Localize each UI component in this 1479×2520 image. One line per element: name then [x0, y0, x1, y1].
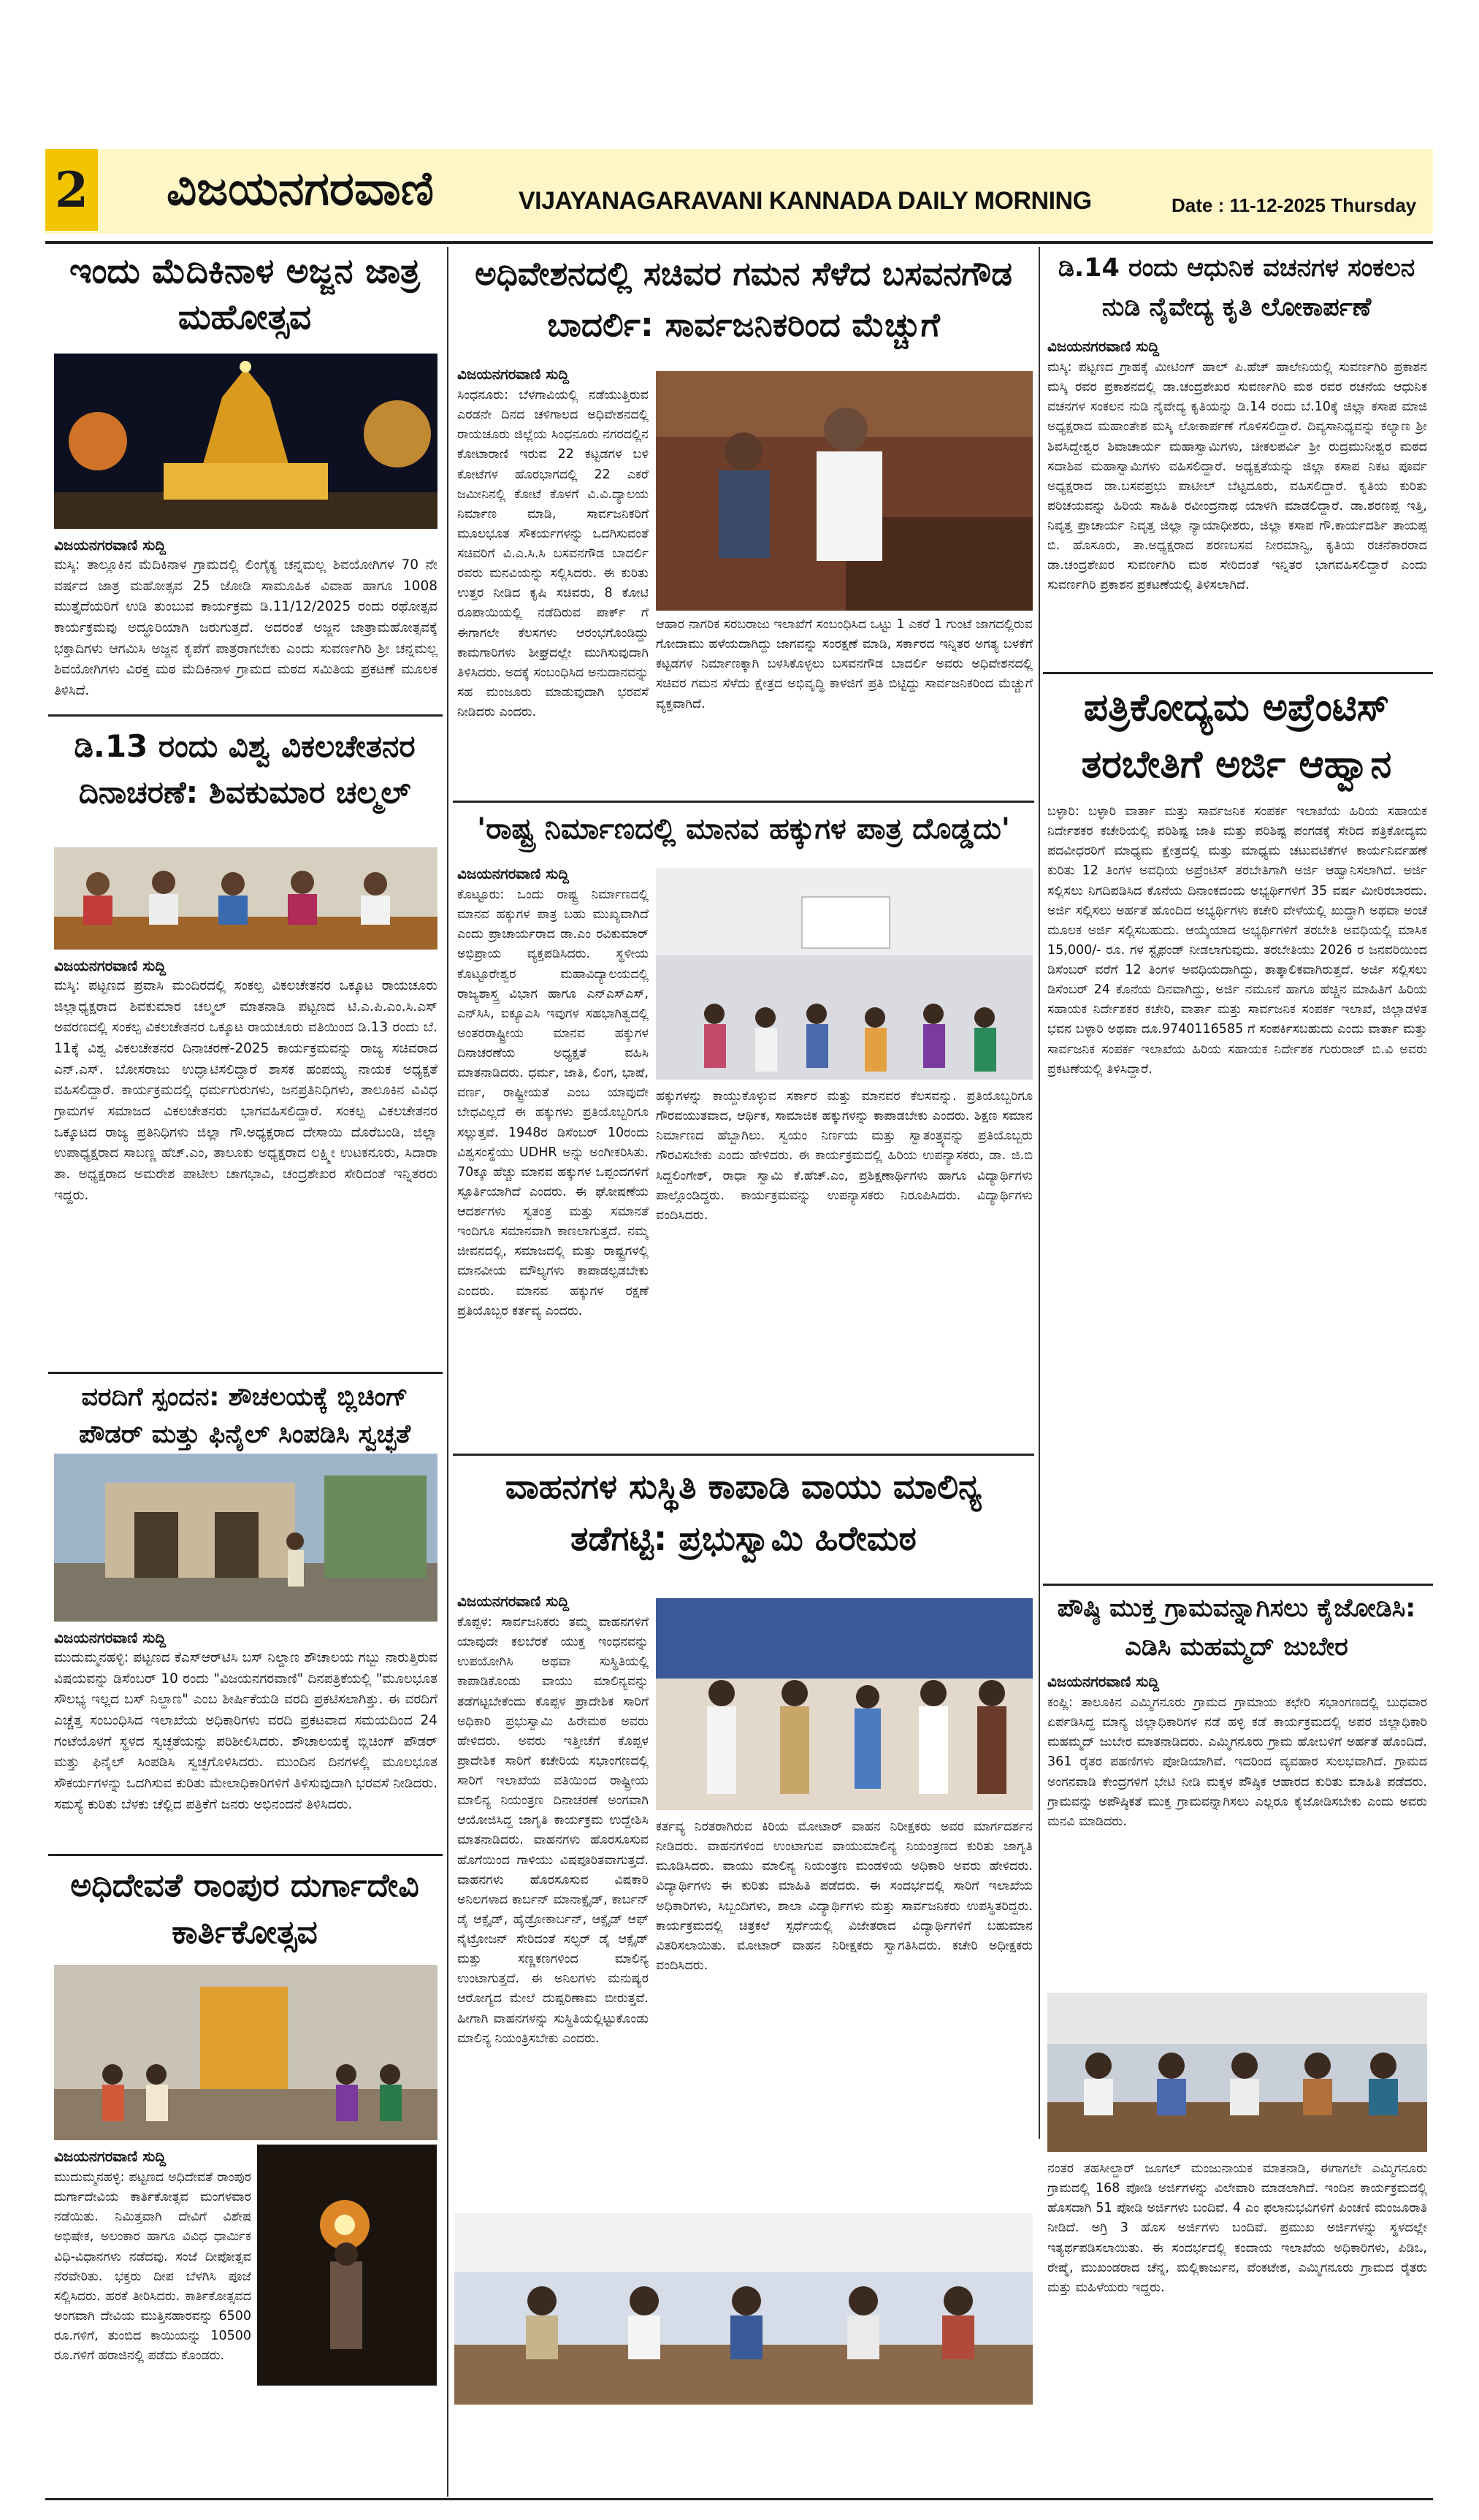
article-body-vachana: ಮಸ್ಕಿ: ಪಟ್ಟಣದ ಗ್ರಾಹಕ್ಕೆ ಮೀಟಿಂಗ್ ಹಾಲ್ ಪಿ.ಹೆಚ್ ಹಾಲೇನಿಯಲ್ಲಿ ಸುವರ್ಣಗಿರಿ ಪ್ರಕಾಶನ ಮಸ್ಕಿ ರವರ ಪ್ರಕಾಶನದಲ್ಲಿ ಡಾ.ಚಂದ್ರಶೇಖರ ಸುವರ್ಣಗಿರಿ ಮಠ ರವರ ರಚನೆಯ ಆಧುನಿಕ ವಚನಗಳ ಸಂಕಲನ ನುಡಿ ನೈವೇದ್ಯ ಕೃತಿಯನ್ನು ಡಿ.14 ರಂದು ಬೆ.10ಕ್ಕೆ ಜಿಲ್ಲಾ ಕಸಾಪ ಮಾಜಿ ಅಧ್ಯಕ್ಷರಾದ ಮಹಾಂತೇಶ ಮಸ್ಕಿ ಲೋಕಾರ್ಪಣೆ ಗೊಳಿಸಲಿದ್ದಾರೆ. ದಿವ್ಯಸಾನಿಧ್ಯವನ್ನು ಕಲ್ಯಾಣ ಶ್ರೀ ಶಿವಸಿದ್ದೇಶ್ವರ ಶಿವಾಚಾರ್ಯ ಮಹಾಸ್ವಾಮಿಗಳು, ಚೀಕಲಪರ್ವಿ ಶ್ರೀ ರುದ್ರಮುನೀಶ್ವರ ಮಠದ ಸದಾಶಿವ ಮಹಾಸ್ವಾಮಿಗಳು ವಹಿಸಲಿದ್ದಾರೆ. ಅಧ್ಯಕ್ಷತೆಯನ್ನು ಜಿಲ್ಲಾ ಕಸಾಪ ನಿಕಟ ಪೂರ್ವ ಅಧ್ಯಕ್ಷರಾದ ಡಾ.ಬಸವಪ್ರಭು ಪಾಟೀಲ್ ಬೆಟ್ಟದೂರು, ವಹಿಸಲಿದ್ದಾರೆ. ಕೃತಿಯ ಕುರಿತು ಪರಿಚಯವನ್ನು ಹಿರಿಯ ಸಾಹಿತಿ ರವೀಂದ್ರನಾಥ ಯಾಳಗಿ ಮಾಡಲಿದ್ದಾರೆ. ಡಾ.ಶರಣಪ್ಪ ಇತ್ತಿ, ನಿವೃತ್ತ ಪ್ರಾಚಾರ್ಯ ನಿವೃತ್ತ ಜಿಲ್ಲಾ ನ್ಯಾಯಾಧೀಶರು, ಜಿಲ್ಲಾ ಕಸಾಪ ಗೌ.ಕಾರ್ಯದರ್ಶಿ ತಾಯಪ್ಪ ಬಿ. ಹೊಸೂರು, ತಾ.ಅಧ್ಯಕ್ಷರಾದ ಶರಣಬಸವ ನೀರಮಾನ್ವಿ, ಕೃತಿಯ ರಚನೆಕಾರರಾದ ಡಾ.ಚಂದ್ರಶೇಖರ ಸುವರ್ಣಗಿರಿ ಮಠ ಸೇರಿದಂತೆ ಇನ್ನಿತರ ಭಾಗವಹಿಸಲಿದ್ದಾರೆ ಎಂದು ಸುವರ್ಣಗಿರಿ ಪ್ರಕಾಶನ ಪ್ರಕಟಣೆಯಲ್ಲಿ ತಿಳಿಸಲಾಗಿದೆ. [1047, 360, 1427, 593]
photo-officials-stage [454, 2213, 1033, 2405]
headline-sanitation: ವರದಿಗೆ ಸ್ಪಂದನ: ಶೌಚಲಯಕ್ಕೆ ಬ್ಲಿಚಿಂಗ್ ಪೌಡರ್ ಮತ್ತು ಫಿನೈಲ್ ಸಿಂಪಡಿಸಿ ಸ್ವಚ್ಛತೆ [78, 1383, 411, 1449]
headline-human-rights: 'ರಾಷ್ಟ್ರ ನಿರ್ಮಾಣದಲ್ಲಿ ಮಾನವ ಹಕ್ಕುಗಳ ಪಾತ್ರ ದೊಡ್ಡದು' [476, 812, 1011, 846]
byline: ವಿಜಯನಗರವಾಣಿ ಸುದ್ದಿ [457, 1592, 570, 1610]
section-rule [1043, 672, 1433, 674]
headline-disability-day: ಡಿ.13 ರಂದು ವಿಶ್ವ ವಿಕಲಚೇತನರ ದಿನಾಚರಣೆ: ಶಿವಕುಮಾರ ಚಲ್ಮಲ್ [74, 728, 416, 810]
byline: ವಿಜಯನಗರವಾಣಿ ಸುದ್ದಿ [457, 865, 570, 882]
byline: ವಿಜಯನಗರವಾಣಿ ಸುದ್ದಿ [1047, 337, 1160, 355]
section-rule [48, 714, 443, 717]
section-rule [453, 1454, 1034, 1456]
column-divider [1039, 247, 1040, 2139]
photo-award-ceremony [656, 1598, 1033, 1810]
headline-vachana: ಡಿ.14 ರಂದು ಆಧುನಿಕ ವಚನಗಳ ಸಂಕಲನ ನುಡಿ ನೈವೇದ್ಯ ಕೃತಿ ಲೋಕಾರ್ಪಣೆ [1058, 253, 1415, 323]
page-number: 2 [45, 149, 98, 231]
article-body-malnutrition-cont: ನಂತರ ತಹಸೀಲ್ದಾರ್ ಜೂಗಲ್ ಮಂಜುನಾಯಕ ಮಾತನಾಡಿ, ಈಗಾಗಲೇ ಎಮ್ಮಿಗನೂರು ಗ್ರಾಮದಲ್ಲಿ 168 ಪೋಡಿ ಅರ್ಜಿಗಳನ್ನು ವಿಲೇವಾರಿ ಮಾಡಲಾಗಿದೆ. ಇಂದಿನ ಕಾರ್ಯಕ್ರಮದಲ್ಲಿ ಹೊಸದಾಗಿ 51 ಪೋಡಿ ಅರ್ಜಿಗಳು ಬಂದಿವೆ. 4 ಎಂ ಫಲಾನುಭವಿಗಳಿಗೆ ಪಿಂಚಣಿ ಮಂಜೂರಾತಿ ನೀಡಿದೆ. ಅಗ್ರಿ 3 ಹೊಸ ಅರ್ಜಿಗಳು ಬಂದಿವೆ. ಪ್ರಮುಖ ಅರ್ಜಿಗಳನ್ನು ಸ್ಥಳದಲ್ಲೇ ಇತ್ಯರ್ಥಪಡಿಸಲಾಯಿತು. ಈ ಸಂದರ್ಭದಲ್ಲಿ ಕಂದಾಯ ಇಲಾಖೆಯ ಅಧಿಕಾರಿಗಳು, ಪಿಡಿಒ, ರೇಷ್ಮೆ, ಮುಖಂಡರಾದ ಚೆನ್ನ, ಮಲ್ಲಿಕಾರ್ಜುನ, ವೆಂಕಟೇಶ, ಎಮ್ಮಿಗನೂರು ಗ್ರಾಮದ ರೈತರು ಮತ್ತು ಮಹಿಳೆಯರು ಇದ್ದರು. [1047, 2161, 1427, 2295]
masthead-rule [45, 241, 1433, 244]
byline: ವಿಜಯನಗರವಾಣಿ ಸುದ್ದಿ [54, 536, 167, 554]
byline: ವಿಜಯನಗರವಾಣಿ ಸುದ್ದಿ [54, 1629, 167, 1646]
photo-assembly-session [656, 371, 1033, 611]
article-body-durgadevi: ಮುದುಮ್ಮನಹಳ್ಳಿ: ಪಟ್ಟಣದ ಅಧಿದೇವತೆ ರಾಂಪುರ ದುರ್ಗಾದೇವಿಯ ಕಾರ್ತಿಕೋತ್ಸವ ಮಂಗಳವಾರ ನಡೆಯಿತು. ನಿಮಿತ್ತವಾಗಿ ದೇವಿಗೆ ವಿಶೇಷ ಅಭಿಷೇಕ, ಅಲಂಕಾರ ಹಾಗೂ ವಿವಿಧ ಧಾರ್ಮಿಕ ವಿಧಿ-ವಿಧಾನಗಳು ನಡೆದವು. ಸಂಜೆ ದೀಪೋತ್ಸವ ನೆರವೇರಿತು. ಭಕ್ತರು ದೀಪ ಬೆಳಗಿಸಿ ಪೂಜೆ ಸಲ್ಲಿಸಿದರು. ಹರಕೆ ತೀರಿಸಿದರು. ಕಾರ್ತಿಕೋತ್ಸವದ ಅಂಗವಾಗಿ ದೇವಿಯ ಮುತ್ತಿನಹಾರವನ್ನು 6500 ರೂ.ಗಳಿಗೆ, ತುಂಬಿದ ಕಾಯಿಯನ್ನು 10500 ರೂ.ಗಳಿಗೆ ಹರಾಜಿನಲ್ಲಿ ಪಡೆದು ಕೊಂಡರು. [54, 2170, 251, 2364]
article-body-basavanagowda: ಸಿಂಧನೂರು: ಬೆಳಗಾವಿಯಲ್ಲಿ ನಡೆಯುತ್ತಿರುವ ಎರಡನೇ ದಿನದ ಚಳಿಗಾಲದ ಅಧಿವೇಶನದಲ್ಲಿ ರಾಯಚೂರು ಜಿಲ್ಲೆಯ ಸಿಂಧನೂರು ನಗರದಲ್ಲಿನ ಕೋಟಾರಾಣಿ ಇರುವ 22 ಕಟ್ಟಡಗಳ ಬಳಿ ಕೋಟೆಗಳ ಹೊರಭಾಗದಲ್ಲಿ 22 ಎಕರೆ ಜಮೀನಿನಲ್ಲಿ ಕೋಟೆ ಕೊಳಗೆ ವಿ.ವಿ.ದ್ಯಾಲಯ ನಿರ್ಮಾಣ ಮಾಡಿ, ಸಾರ್ವಜನಿಕರಿಗೆ ಮೂಲಭೂತ ಸೌಕರ್ಯಗಳನ್ನು ಒದಗಿಸುವಂತೆ ಸಚಿವರಿಗೆ ವಿ.ಎ.ಸಿ.ಸಿ ಬಸವನಗೌಡ ಬಾದರ್ಲಿ ರವರು ಮನವಿಯನ್ನು ಸಲ್ಲಿಸಿದರು. ಈ ಕುರಿತು ಉತ್ತರ ನೀಡಿದ ಕೃಷಿ ಸಚಿವರು, 8 ಕೋಟಿ ರೂಪಾಯಿಯಲ್ಲಿ ನಡೆದಿರುವ ಪಾರ್ಕ್ ಗೆ ಈಗಾಗಲೇ ಕೆಲಸಗಳು ಆರಂಭಗೊಂಡಿದ್ದು ಕಾಮಗಾರಿಗಳು ಶೀಘ್ರದಲ್ಲೇ ಮುಗಿಸುವುದಾಗಿ ತಿಳಿಸಿದರು. ಅದಕ್ಕೆ ಸಂಬಂಧಿಸಿದ ಅನುದಾನವನ್ನು ಸಹ ಮಂಜೂರು ಮಾಡುವುದಾಗಿ ಭರವಸೆ ನೀಡಿದರು ಎಂದರು. [457, 388, 649, 719]
photo-college-students [656, 868, 1033, 1080]
section-rule [453, 801, 1034, 803]
headline-basavanagowda: ಅಧಿವೇಶನದಲ್ಲಿ ಸಚಿವರ ಗಮನ ಸೆಳೆದ ಬಸವನಗೌಡ ಬಾದರ್ಲಿ: ಸಾರ್ವಜನಿಕರಿಂದ ಮೆಚ್ಚುಗೆ [475, 254, 1012, 344]
photo-village-meeting [1047, 1993, 1427, 2152]
photo-deepotsava [257, 2145, 437, 2386]
photo-temple-devotees [54, 1965, 437, 2140]
column-divider [447, 247, 448, 2497]
headline-malnutrition: ಪೌಷ್ಠಿ ಮುಕ್ತ ಗ್ರಾಮವನ್ನಾಗಿಸಲು ಕೈಜೋಡಿಸಿ: ಎಡಿಸಿ ಮಹಮ್ಮದ್ ಜುಬೇರ [1057, 1594, 1416, 1662]
issue-date: Date : 11-12-2025 Thursday [1172, 194, 1417, 216]
article-body-apprentice: ಬಳ್ಳಾರಿ: ಬಳ್ಳಾರಿ ವಾರ್ತಾ ಮತ್ತು ಸಾರ್ವಜನಿಕ ಸಂಪರ್ಕ ಇಲಾಖೆಯ ಹಿರಿಯ ಸಹಾಯಕ ನಿರ್ದೇಶಕರ ಕಚೇರಿಯಲ್ಲಿ ಪರಿಶಿಷ್ಟ ಜಾತಿ ಮತ್ತು ಪರಿಶಿಷ್ಟ ಪಂಗಡಕ್ಕೆ ಸೇರಿದ ಪತ್ರಿಕೋದ್ಯಮ ಪದವೀಧರರಿಗೆ ಮಾಧ್ಯಮ ಕ್ಷೇತ್ರದಲ್ಲಿ ಮತ್ತು ಮಾಧ್ಯಮ ಚಟುವಟಿಕೆಗಳ ಕಾರ್ಯನಿರ್ವಹಣೆ ಕುರಿತು 12 ತಿಂಗಳ ಅವಧಿಯ ಅಪ್ರೆಂಟಿಸ್ ತರಬೇತಿಗಾಗಿ ಅರ್ಜಿ ಆಹ್ವಾನಿಸಲಾಗಿದೆ. ಅರ್ಜಿ ಸಲ್ಲಿಸಲು ನಿಗದಿಪಡಿಸಿದ ಕೊನೆಯ ದಿನಾಂಕದಂದು ಅಭ್ಯರ್ಥಿಗಳಿಗೆ 35 ವರ್ಷ ಮೀರಿರಬಾರದು. ಅರ್ಜಿ ಸಲ್ಲಿಸಲು ಅರ್ಹತೆ ಹೊಂದಿದ ಅಭ್ಯರ್ಥಿಗಳು ಕಚೇರಿ ವೇಳೆಯಲ್ಲಿ ಖುದ್ದಾಗಿ ಅಥವಾ ಅಂಚೆ ಮೂಲಕ ಅರ್ಜಿ ಸಲ್ಲಿಸಬಹುದು. ಆಯ್ಕೆಯಾದ ಅಭ್ಯರ್ಥಿಗಳಿಗೆ ತರಬೇತಿ ಅವಧಿಯಲ್ಲಿ ಮಾಸಿಕ 15,000/- ರೂ. ಗಳ ಸ್ಟೈಫಂಡ್ ನೀಡಲಾಗುವುದು. ತರಬೇತಿಯು 2026 ರ ಜನವರಿಯಿಂದ ಡಿಸೆಂಬರ್ ವರೆಗೆ 12 ತಿಂಗಳ ಅವಧಿಯದಾಗಿದ್ದು, ತಾತ್ಕಾಲಿಕವಾಗಿರುತ್ತದೆ. ಅರ್ಜಿ ಸಲ್ಲಿಸಲು ಡಿಸೆಂಬರ್ 24 ಕೊನೆಯ ದಿನವಾಗಿದ್ದು, ಅರ್ಜಿ ನಮೂನೆ ಹಾಗೂ ಹೆಚ್ಚಿನ ಮಾಹಿತಿಗೆ ಹಿರಿಯ ಸಹಾಯಕ ನಿರ್ದೇಶಕರ ಕಚೇರಿ, ವಾರ್ತಾ ಮತ್ತು ಸಾರ್ವಜನಿಕ ಸಂಪರ್ಕ ಇಲಾಖೆ, ಜಿಲ್ಲಾಡಳಿತ ಭವನ ಬಳ್ಳಾರಿ ಅಥವಾ ದೂ.9740116585 ಗೆ ಸಂಪರ್ಕಿಸಬಹುದು ಎಂದು ವಾರ್ತಾ ಮತ್ತು ಸಾರ್ವಜನಿಕ ಸಂಪರ್ಕ ಇಲಾಖೆಯ ಹಿರಿಯ ಸಹಾಯಕ ನಿರ್ದೇಶಕ ಗುರುರಾಜ್ ಬಿ.ವಿ ಅವರು ಪ್ರಕಟಣೆಯಲ್ಲಿ ತಿಳಿಸಿದ್ದಾರೆ. [1047, 804, 1427, 1077]
photo-temple-lights [54, 354, 437, 529]
headline-pollution: ವಾಹನಗಳ ಸುಸ್ಥಿತಿ ಕಾಪಾಡಿ ವಾಯು ಮಾಲಿನ್ಯ ತಡೆಗಟ್ಟಿ: ಪ್ರಭುಸ್ವಾಮಿ ಹಿರೇಮಠ [505, 1467, 982, 1559]
photo-bus-stand-toilet [54, 1454, 437, 1622]
article-body-human-rights: ಕೊಟ್ಟೂರು: ಒಂದು ರಾಷ್ಟ್ರ ನಿರ್ಮಾಣದಲ್ಲಿ ಮಾನವ ಹಕ್ಕುಗಳ ಪಾತ್ರ ಬಹು ಮುಖ್ಯವಾಗಿದೆ ಎಂದು ಪ್ರಾಚಾರ್ಯರಾದ ಡಾ.ಎಂ ರವಿಕುಮಾರ್ ಅಭಿಪ್ರಾಯ ವ್ಯಕ್ತಪಡಿಸಿದರು. ಸ್ಥಳೀಯ ಕೊಟ್ಟೂರೇಶ್ವರ ಮಹಾವಿದ್ಯಾಲಯದಲ್ಲಿ ರಾಜ್ಯಶಾಸ್ತ್ರ ವಿಭಾಗ ಹಾಗೂ ಎನ್‌ಎಸ್‌ಎಸ್, ಎನ್‌ಸಿಸಿ, ಐಕ್ಯೂಎಸಿ ಇವುಗಳ ಸಹಭಾಗಿತ್ವದಲ್ಲಿ ಅಂತರರಾಷ್ಟ್ರೀಯ ಮಾನವ ಹಕ್ಕುಗಳ ದಿನಾಚರಣೆಯ ಅಧ್ಯಕ್ಷತೆ ವಹಿಸಿ ಮಾತನಾಡಿದರು. ಧರ್ಮ, ಜಾತಿ, ಲಿಂಗ, ಭಾಷೆ, ವರ್ಣ, ರಾಷ್ಟ್ರೀಯತೆ ಎಂಬ ಯಾವುದೇ ಬೇಧವಿಲ್ಲದೆ ಈ ಹಕ್ಕುಗಳು ಪ್ರತಿಯೊಬ್ಬರಿಗೂ ಸಲ್ಲುತ್ತವೆ. 1948ರ ಡಿಸೆಂಬರ್ 10ರಂದು ವಿಶ್ವಸಂಸ್ಥೆಯು UDHR ಅನ್ನು ಅಂಗೀಕರಿಸಿತು. 70ಕ್ಕೂ ಹೆಚ್ಚು ಮಾನವ ಹಕ್ಕುಗಳ ಒಪ್ಪಂದಗಳಿಗೆ ಸ್ಫೂರ್ತಿಯಾಗಿದೆ ಎಂದರು. ಈ ಘೋಷಣೆಯ ಆದರ್ಶಗಳು ಸ್ವತಂತ್ರ ಮತ್ತು ಸಮಾನತೆ ಇಂದಿಗೂ ಸಮಾನವಾಗಿ ಕಾಣಲಾಗುತ್ತದೆ. ನಮ್ಮ ಜೀವನದಲ್ಲಿ, ಸಮಾಜದಲ್ಲಿ ಮತ್ತು ರಾಷ್ಟ್ರಗಳಲ್ಲಿ ಮಾನವೀಯ ಮೌಲ್ಯಗಳು ಕಾಪಾಡಲ್ಪಡಬೇಕು ಎಂದರು. ಮಾನವ ಹಕ್ಕುಗಳ ರಕ್ಷಣೆ ಪ್ರತಿಯೊಬ್ಬರ ಕರ್ತವ್ಯ ಎಂದರು. [457, 887, 649, 1318]
article-body-malnutrition: ಕಂಪ್ಲಿ: ತಾಲೂಕಿನ ಎಮ್ಮಿಗನೂರು ಗ್ರಾಮದ ಗ್ರಾಮಾಯ ಕಛೇರಿ ಸಭಾಂಗಣದಲ್ಲಿ ಬುಧವಾರ ಏರ್ಪಡಿಸಿದ್ದ ಮಾನ್ಯ ಜಿಲ್ಲಾಧಿಕಾರಿಗಳ ನಡೆ ಹಳ್ಳಿ ಕಡೆ ಕಾರ್ಯಕ್ರಮದಲ್ಲಿ ಅಪರ ಜಿಲ್ಲಾಧಿಕಾರಿ ಮಹಮ್ಮದ್ ಜುಬೇರ ಮಾತನಾಡಿದರು. ಎಮ್ಮಿಗನೂರು ಗ್ರಾಮ ಹೋಬಳಿಗೆ ಅರ್ಹತೆ ಹೊಂದಿದೆ. 361 ರೈತರ ಪಹಣಿಗಳು ಪೋಡಿಯಾಗಿವೆ. ಇದರಿಂದ ವ್ಯವಹಾರ ಸುಲಭವಾಗಿದೆ. ಗ್ರಾಮದ ಅಂಗನವಾಡಿ ಕೇಂದ್ರಗಳಿಗೆ ಭೇಟಿ ನೀಡಿ ಮಕ್ಕಳ ಪೌಷ್ಠಿಕ ಆಹಾರದ ಕುರಿತು ಮಾಹಿತಿ ಪಡೆದರು. ಗ್ರಾಮವನ್ನು ಅಪೌಷ್ಠಿಕತೆ ಮುಕ್ತ ಗ್ರಾಮವನ್ನಾಗಿಸಲು ಎಲ್ಲರೂ ಕೈಜೋಡಿಸಬೇಕು ಎಂದು ಅವರು ಮನವಿ ಮಾಡಿದರು. [1047, 1695, 1427, 1829]
byline: ವಿಜಯನಗರವಾಣಿ ಸುದ್ದಿ [54, 2147, 167, 2165]
section-rule [1043, 1584, 1433, 1586]
paper-name-kannada: ವಿಜಯನಗರವಾಣಿ [167, 162, 434, 216]
article-body-pollution: ಕೊಪ್ಪಳ: ಸಾರ್ವಜನಿಕರು ತಮ್ಮ ವಾಹನಗಳಿಗೆ ಯಾವುದೇ ಕಲಬೆರಕೆ ಯುಕ್ತ ಇಂಧನವನ್ನು ಉಪಯೋಗಿಸಿ ಅಥವಾ ಸುಸ್ಥಿತಿಯಲ್ಲಿ ಕಾಪಾಡಿಕೊಂಡು ವಾಯು ಮಾಲಿನ್ಯವನ್ನು ತಡೆಗಟ್ಟಬೇಕೆಂದು ಕೊಪ್ಪಳ ಪ್ರಾದೇಶಿಕ ಸಾರಿಗೆ ಅಧಿಕಾರಿ ಪ್ರಭುಸ್ವಾಮಿ ಹಿರೇಮಠ ಅವರು ಹೇಳಿದರು. ಅವರು ಇತ್ತೀಚೆಗೆ ಕೊಪ್ಪಳ ಪ್ರಾದೇಶಿಕ ಸಾರಿಗೆ ಕಚೇರಿಯ ಸಭಾಂಗಣದಲ್ಲಿ ಸಾರಿಗೆ ಇಲಾಖೆಯ ವತಿಯಿಂದ ರಾಷ್ಟ್ರೀಯ ಮಾಲಿನ್ಯ ನಿಯಂತ್ರಣ ದಿನಾಚರಣೆ ಅಂಗವಾಗಿ ಆಯೋಜಿಸಿದ್ದ ಜಾಗೃತಿ ಕಾರ್ಯಕ್ರಮ ಉದ್ದೇಶಿಸಿ ಮಾತನಾಡಿದರು. ವಾಹನಗಳು ಹೊರಸೂಸುವ ಹೊಗೆಯಿಂದ ಗಾಳಿಯು ವಿಷಪೂರಿತವಾಗುತ್ತದೆ. ವಾಹನಗಳು ಹೊರಸೂಸುವ ವಿಷಕಾರಿ ಅನಿಲಗಳಾದ ಕಾರ್ಬನ್ ಮಾನಾಕ್ಸೈಡ್, ಕಾರ್ಬನ್ ಡೈ ಆಕ್ಸೈಡ್, ಹೈಡ್ರೋಕಾರ್ಬನ್, ಆಕ್ಸೈಡ್ ಆಫ್ ನೈಟ್ರೋಜನ್ ಸೇರಿದಂತೆ ಸಲ್ಫರ್ ಡೈ ಆಕ್ಸೈಡ್ ಮತ್ತು ಸಣ್ಣಕಣಗಳಿಂದ ಮಾಲಿನ್ಯ ಉಂಟಾಗುತ್ತದೆ. ಈ ಅನಿಲಗಳು ಮನುಷ್ಯರ ಆರೋಗ್ಯದ ಮೇಲೆ ದುಷ್ಪರಿಣಾಮ ಬೀರುತ್ತವೆ. ಹೀಗಾಗಿ ವಾಹನಗಳನ್ನು ಸುಸ್ಥಿತಿಯಲ್ಲಿಟ್ಟುಕೊಂಡು ಮಾಲಿನ್ಯ ನಿಯಂತ್ರಿಸಬೇಕು ಎಂದರು. [457, 1615, 649, 2046]
article-body-disability-day: ಮಸ್ಕಿ: ಪಟ್ಟಣದ ಪ್ರವಾಸಿ ಮಂದಿರದಲ್ಲಿ ಸಂಕಲ್ಪ ವಿಕಲಚೇತನರ ಒಕ್ಕೂಟ ರಾಯಚೂರು ಜಿಲ್ಲಾಧ್ಯಕ್ಷರಾದ ಶಿವಕುಮಾರ ಚಲ್ಮಲ್ ಮಾತನಾಡಿ ಪಟ್ಟಣದ ಟಿ.ಎ.ಪಿ.ಎಂ.ಸಿ.ಎಸ್ ಅವರಣದಲ್ಲಿ ಸಂಕಲ್ಪ ವಿಕಲಚೇತನರ ಒಕ್ಕೂಟ ರಾಯಚೂರು ವತಿಯಿಂದ ಡಿ.13 ರಂದು ಬೆ. 11ಕ್ಕೆ ವಿಶ್ವ ವಿಕಲಚೇತನರ ದಿನಾಚರಣೆ-2025 ಕಾರ್ಯಕ್ರಮವನ್ನು ರಾಜ್ಯ ಸಚಿವರಾದ ಎನ್.ಎಸ್. ಬೋಸರಾಜು ಉದ್ಘಾಟಿಸಲಿದ್ದಾರೆ ಶಾಸಕ ಹಂಪಯ್ಯ ನಾಯಕ ಅಧ್ಯಕ್ಷತೆ ವಹಿಸಲಿದ್ದಾರೆ. ಕಾರ್ಯಕ್ರಮದಲ್ಲಿ ಧರ್ಮಗುರುಗಳು, ಜನಪ್ರತಿನಿಧಿಗಳು, ತಾಲೂಕಿನ ವಿವಿಧ ಗ್ರಾಮಗಳ ಸಮಾಜದ ವಿಕಲಚೇತನರು ಭಾಗವಹಿಸಲಿದ್ದಾರೆ. ಸಂಕಲ್ಪ ವಿಕಲಚೇತನರ ಒಕ್ಕೂಟದ ರಾಜ್ಯ ಪ್ರತಿನಿಧಿಗಳು ಜಿಲ್ಲಾ ಗೌ.ಅಧ್ಯಕ್ಷರಾದ ದೇಸಾಯಿ ದೊರೆಬಂಡಿ, ಜಿಲ್ಲಾ ಉಪಾಧ್ಯಕ್ಷರಾದ ಸಾಬಣ್ಣ ಹೆಚ್.ಎಂ, ತಾಲೂಕು ಅಧ್ಯಕ್ಷರಾದ ಲಕ್ಷ್ಮೀ ಉಟಕನೂರು, ಸಿದಾರಾ ತಾ. ಅಧ್ಯಕ್ಷರಾದ ಅಮರೇಶ ಪಾಟೀಲ ಚಾಗಭಾವಿ, ಚಂದ್ರಶೇಖರ ಸೇರಿದಂತೆ ಇನ್ನಿತರರು ಇದ್ದರು. [54, 978, 437, 1203]
headline-jathra: ಇಂದು ಮೆದಿಕಿನಾಳ ಅಜ್ಜನ ಜಾತ್ರ ಮಹೋತ್ಸವ [69, 251, 420, 338]
page-bottom-rule [45, 2498, 1433, 2500]
section-rule [48, 1372, 443, 1374]
photo-press-meet [54, 847, 437, 950]
article-body-jathra: ಮಸ್ಕಿ: ತಾಲ್ಲೂಕಿನ ಮೆದಿಕಿನಾಳ ಗ್ರಾಮದಲ್ಲಿ ಲಿಂಗೈಕ್ಯ ಚನ್ನಮಲ್ಲ ಶಿವಯೋಗಿಗಳ 70 ನೇ ವರ್ಷದ ಜಾತ್ರ ಮಹೋತ್ಸವ 25 ಜೋಡಿ ಸಾಮೂಹಿಕ ವಿವಾಹ ಹಾಗೂ 1008 ಮುತ್ತೈದೆಯರಿಗೆ ಉಡಿ ತುಂಬುವ ಕಾರ್ಯಕ್ರಮ ಡಿ.11/12/2025 ರಂದು ರಥೋತ್ಸವ ಕಾರ್ಯಕ್ರಮವು ಅದ್ಧೂರಿಯಾಗಿ ಜರುಗುತ್ತದೆ. ಅದರಂತೆ ಅಜ್ಜನ ಜಾತ್ರಾಮಹೋತ್ಸವಕ್ಕೆ ಭಕ್ತಾದಿಗಳು ಆಗಮಿಸಿ ಅಜ್ಜನ ಕೃಪೆಗೆ ಪಾತ್ರರಾಗಬೇಕು ಎಂದು ಸುವರ್ಣಗಿರಿ ಶ್ರೀ ಚನ್ನಮಲ್ಲ ಶಿವಯೋಗಿಗಳು ವಿರಕ್ತ ಮಠ ಮೆದಿಕಿನಾಳ ಗ್ರಾಮದ ಮಠದ ಸಮಿತಿಯ ಪ್ರಕಟಣೆ ಮೂಲಕ ತಿಳಿಸಿದೆ. [54, 557, 437, 699]
byline: ವಿಜಯನಗರವಾಣಿ ಸುದ್ದಿ [54, 957, 167, 974]
headline-apprentice: ಪತ್ರಿಕೋದ್ಯಮ ಅಪ್ರೆಂಟಿಸ್ ತರಬೇತಿಗೆ ಅರ್ಜಿ ಆಹ್ವಾನ [1081, 686, 1392, 787]
paper-name-english: VIJAYANAGARAVANI KANNADA DAILY MORNING [519, 187, 1092, 215]
article-body-basavanagowda-cont: ಆಹಾರ ನಾಗರಿಕ ಸರಬರಾಜು ಇಲಾಖೆಗೆ ಸಂಬಂಧಿಸಿದ ಒಟ್ಟು 1 ಎಕರೆ 1 ಗುಂಟೆ ಜಾಗದಲ್ಲಿರುವ ಗೋದಾಮು ಹಳೆಯದಾಗಿದ್ದು ಜಾಗವನ್ನು ಸಂರಕ್ಷಣೆ ಮಾಡಿ, ಸರ್ಕಾರದ ಇನ್ನಿತರ ಅಗತ್ಯ ಬಳಕೆಗೆ ಕಟ್ಟಡಗಳ ನಿರ್ಮಾಣಕ್ಕಾಗಿ ಬಳಸಿಕೊಳ್ಳಲು ಬಸವನಗೌಡ ಬಾದರ್ಲಿ ಅವರು ಅಧಿವೇಶನದಲ್ಲಿ ಸಚಿವರ ಗಮನ ಸೆಳೆದು ಕ್ಷೇತ್ರದ ಅಭಿವೃದ್ಧಿ ಕಾಳಜಿಗೆ ಪ್ರತಿ ಬಿಟ್ಟಿದ್ದು ಸಾರ್ವಜನಿಕರಿಂದ ಮೆಚ್ಚುಗೆ ವ್ಯಕ್ತವಾಗಿದೆ. [656, 617, 1033, 711]
article-body-human-rights-cont: ಹಕ್ಕುಗಳನ್ನು ಕಾಯ್ದುಕೊಳ್ಳುವ ಸರ್ಕಾರ ಮತ್ತು ಮಾನವರ ಕೆಲಸವನ್ನು. ಪ್ರತಿಯೊಬ್ಬರಿಗೂ ಗೌರವಯುತವಾದ, ಆರ್ಥಿಕ, ಸಾಮಾಜಿಕ ಹಕ್ಕುಗಳನ್ನು ಕಾಪಾಡಬೇಕು ಎಂದರು. ಶಿಕ್ಷಣ ಸಮಾನ ನಿರ್ಮಾಣದ ಹೆಬ್ಬಾಗಿಲು. ಸ್ವಯಂ ನಿರ್ಣಯ ಮತ್ತು ಸ್ವಾತಂತ್ರ್ಯವನ್ನು ಪ್ರತಿಯೊಬ್ಬರು ಗೌರವಿಸಬೇಕು ಎಂದು ಹೇಳಿದರು. ಈ ಕಾರ್ಯಕ್ರಮದಲ್ಲಿ ಹಿರಿಯ ಉಪನ್ಯಾಸಕರು, ಡಾ. ಜಿ.ಬಿ ಸಿದ್ದಲಿಂಗೇಶ್, ರಾಧಾ ಸ್ವಾಮಿ ಕೆ.ಹೆಚ್.ಎಂ, ಪ್ರಶಿಕ್ಷಣಾರ್ಥಿಗಳು ಹಾಗೂ ವಿದ್ಯಾರ್ಥಿಗಳು ಪಾಲ್ಗೊಂಡಿದ್ದರು. ಕಾರ್ಯಕ್ರಮವನ್ನು ಉಪನ್ಯಾಸಕರು ನಿರೂಪಿಸಿದರು. ವಿದ್ಯಾರ್ಥಿಗಳು ವಂದಿಸಿದರು. [656, 1089, 1033, 1223]
headline-durgadevi: ಅಧಿದೇವತೆ ರಾಂಪುರ ದುರ್ಗಾದೇವಿ ಕಾರ್ತಿಕೋತ್ಸವ [70, 1867, 419, 1951]
article-body-durgadevi-cont [54, 2396, 437, 2456]
byline: ವಿಜಯನಗರವಾಣಿ ಸುದ್ದಿ [457, 365, 570, 383]
article-body-sanitation: ಮುದುಮ್ಮನಹಳ್ಳಿ: ಪಟ್ಟಣದ ಕೆಎಸ್‌ಆರ್‌ಟಿಸಿ ಬಸ್ ನಿಲ್ದಾಣ ಶೌಚಾಲಯ ಗಬ್ಬು ನಾರುತ್ತಿರುವ ವಿಷಯವನ್ನು ಡಿಸೆಂಬರ್ 10 ರಂದು "ವಿಜಯನಗರವಾಣಿ" ದಿನಪತ್ರಿಕೆಯಲ್ಲಿ "ಮೂಲಭೂತ ಸೌಲಭ್ಯ ಇಲ್ಲದ ಬಸ್ ನಿಲ್ದಾಣ" ಎಂಬ ಶೀರ್ಷಿಕೆಯಡಿ ವರದಿ ಪ್ರಕಟಿಸಲಾಗಿತ್ತು. ಈ ವರದಿಗೆ ಎಚ್ಚೆತ್ತ ಸಂಬಂಧಿಸಿದ ಇಲಾಖೆಯ ಅಧಿಕಾರಿಗಳು ವರದಿ ಪ್ರಕಟವಾದ ಸಮಯದಿಂದ 24 ಗಂಟೆಯೊಳಗೆ ಸ್ಥಳದ ಸ್ವಚ್ಛತೆಯನ್ನು ಪರಿಶೀಲಿಸಿದರು. ಶೌಚಾಲಯಕ್ಕೆ ಬ್ಲಿಚಿಂಗ್ ಪೌಡರ್ ಮತ್ತು ಫಿನೈಲ್ ಸಿಂಪಡಿಸಿ ಸ್ವಚ್ಛಗೊಳಿಸಿದರು. ಮುಂದಿನ ದಿನಗಳಲ್ಲಿ ಮೂಲಭೂತ ಸೌಕರ್ಯಗಳನ್ನು ಒದಗಿಸುವ ಕುರಿತು ಮೇಲಾಧಿಕಾರಿಗಳಿಗೆ ತಿಳಿಸುವುದಾಗಿ ಭರವಸೆ ನೀಡಿದರು. ಸಮಸ್ಯೆ ಕುರಿತು ಬೆಳಕು ಚೆಲ್ಲಿದ ಪತ್ರಿಕೆಗೆ ಜನರು ಅಭಿನಂದನೆ ತಿಳಿಸಿದರು. [54, 1650, 437, 1812]
byline: ವಿಜಯನಗರವಾಣಿ ಸುದ್ದಿ [1047, 1673, 1160, 1690]
section-rule [48, 1854, 443, 1856]
article-body-pollution-cont: ಕರ್ತವ್ಯ ನಿರತರಾಗಿರುವ ಕಿರಿಯ ಮೋಟಾರ್ ವಾಹನ ನಿರೀಕ್ಷಕರು ಅವರ ಮಾರ್ಗದರ್ಶನ ನೀಡಿದರು. ವಾಹನಗಳಿಂದ ಉಂಟಾಗುವ ವಾಯುಮಾಲಿನ್ಯ ನಿಯಂತ್ರಣದ ಕುರಿತು ಜಾಗೃತಿ ಮೂಡಿಸಿದರು. ವಾಯು ಮಾಲಿನ್ಯ ನಿಯಂತ್ರಣ ಮಂಡಳಿಯ ಅಧಿಕಾರಿ ಅವರು ಹೇಳಿದರು. ವಿದ್ಯಾರ್ಥಿಗಳು ಈ ಕುರಿತು ಮಾಹಿತಿ ಪಡೆದರು. ಈ ಸಂದರ್ಭದಲ್ಲಿ ಸಾರಿಗೆ ಇಲಾಖೆಯ ಅಧಿಕಾರಿಗಳು, ಸಿಬ್ಬಂದಿಗಳು, ಶಾಲಾ ವಿದ್ಯಾರ್ಥಿಗಳು ಮತ್ತು ಸಾರ್ವಜನಿಕರು ಉಪಸ್ಥಿತರಿದ್ದರು. ಕಾರ್ಯಕ್ರಮದಲ್ಲಿ ಚಿತ್ರಕಲೆ ಸ್ಪರ್ಧೆಯಲ್ಲಿ ವಿಜೇತರಾದ ವಿದ್ಯಾರ್ಥಿಗಳಿಗೆ ಬಹುಮಾನ ವಿತರಿಸಲಾಯಿತು. ಮೋಟಾರ್ ವಾಹನ ನಿರೀಕ್ಷಕರು ಸ್ವಾಗತಿಸಿದರು. ಕಚೇರಿ ಅಧೀಕ್ಷಕರು ವಂದಿಸಿದರು. [656, 1820, 1033, 1973]
